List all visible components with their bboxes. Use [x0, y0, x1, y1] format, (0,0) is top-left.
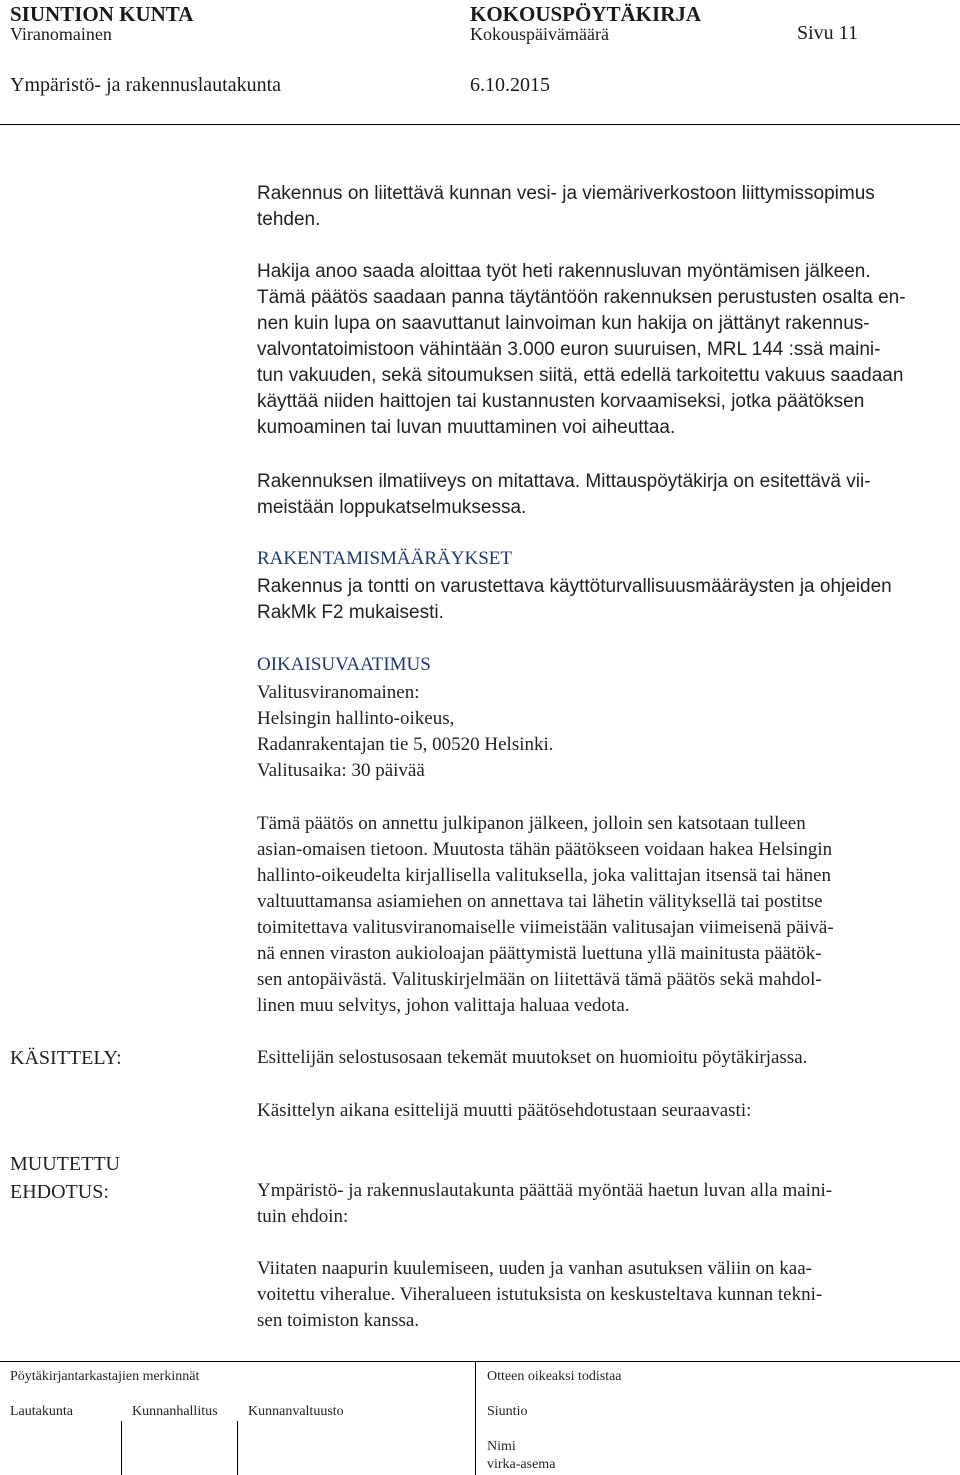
text-line: tehden.: [257, 209, 321, 230]
text-line: meistään loppukatselmuksessa.: [257, 497, 527, 518]
text-line: valtuuttamansa asiamiehen on annettava tai lähetin välityksellä tai postitse: [257, 891, 823, 912]
text-line: tun vakuuden, sekä sitoumuksen siitä, että edellä tarkoitettu vakuus saadaan: [257, 365, 904, 386]
text-line: käyttää niiden haittojen tai kustannusten korvaamiseksi, jotka päätöksen: [257, 391, 865, 412]
doc-type: KOKOUSPÖYTÄKIRJA: [470, 2, 702, 26]
text-line: Radanrakentajan tie 5, 00520 Helsinki.: [257, 734, 554, 755]
reviewer-notes-title: Pöytäkirjantarkastajien merkinnät: [10, 1369, 200, 1384]
footer-top-rule: [0, 1361, 960, 1362]
text-line: Valitusaika: 30 päivää: [257, 760, 425, 781]
paragraph-connection: [257, 181, 875, 233]
footer-municipal-board: Kunnanhallitus: [132, 1404, 218, 1419]
text-line: sen toimiston kanssa.: [257, 1310, 420, 1331]
footer-municipal-council: Kunnanvaltuusto: [248, 1404, 344, 1419]
text-line: Rakennus on liitettävä kunnan vesi- ja viemäriverkostoon liittymissopimus: [257, 183, 875, 204]
org-name: SIUNTION KUNTA: [10, 2, 194, 26]
text-line: nen kuin lupa on saavuttanut lainvoiman kun hakija on jättänyt rakennus-: [257, 313, 870, 334]
amended-proposal-label: [10, 1150, 120, 1206]
page-number: Sivu 11: [797, 22, 858, 44]
text-line: MUUTETTU: [10, 1153, 120, 1175]
text-line: linen muu selvitys, johon valittaja haluaa vedota.: [257, 995, 630, 1016]
paragraph-airtightness: [257, 469, 871, 521]
footer-divider: [475, 1361, 476, 1475]
footer-place: Siuntio: [487, 1404, 528, 1419]
text-line: Valitusviranomainen:: [257, 682, 420, 703]
footer-name: Nimi: [487, 1439, 516, 1454]
text-line: Rakennuksen ilmatiiveys on mitattava. Mittauspöytäkirja on esitettävä vii-: [257, 471, 871, 492]
text-line: hallinto-oikeudelta kirjallisella valituksella, joka valittajan itsensä tai hänen: [257, 865, 832, 886]
handling-text-2: Käsittelyn aikana esittelijä muutti päätösehdotustaan seuraavasti:: [257, 1100, 752, 1121]
footer-col-rule-1: [121, 1421, 122, 1475]
text-line: Helsingin hallinto-oikeus,: [257, 708, 455, 729]
building-regulations-heading: RAKENTAMISMÄÄRÄYKSET: [257, 548, 512, 569]
text-line: Rakennus ja tontti on varustettava käyttöturvallisuusmääräysten ja ohjeiden: [257, 576, 892, 597]
text-line: toimitettava valitusviranomaiselle viimeistään valitusajan viimeisenä päivä-: [257, 917, 834, 938]
handling-label: KÄSITTELY:: [10, 1047, 122, 1069]
header-rule: [0, 124, 960, 125]
appeal-authority-block: [257, 680, 554, 784]
text-line: Hakija anoo saada aloittaa työt heti rakennusluvan myöntämisen jälkeen.: [257, 261, 871, 282]
text-line: nä ennen viraston aukioloajan päättymistä luettuna yllä mainitusta päätök-: [257, 943, 822, 964]
paragraph-early-start: [257, 259, 906, 441]
paragraph-appeal-instructions: [257, 811, 834, 1019]
footer-board: Lautakunta: [10, 1404, 73, 1419]
text-line: sen antopäivästä. Valituskirjelmään on liitettävä tämä päätös sekä mahdol-: [257, 969, 822, 990]
certified-copy-title: Otteen oikeaksi todistaa: [487, 1369, 622, 1384]
meeting-date: 6.10.2015: [470, 74, 550, 96]
text-line: voitettu viheralue. Viheralueen istutuksista on keskusteltava kunnan tekni-: [257, 1284, 823, 1305]
text-line: valvontatoimistoon vähintään 3.000 euron suuruisen, MRL 144 :ssä maini-: [257, 339, 881, 360]
text-line: Tämä päätös saadaan panna täytäntöön rakennuksen perustusten osalta en-: [257, 287, 906, 308]
handling-text: Esittelijän selostusosaan tekemät muutokset on huomioitu pöytäkirjassa.: [257, 1047, 808, 1068]
text-line: RakMk F2 mukaisesti.: [257, 602, 444, 623]
text-line: kumoaminen tai luvan muuttaminen voi aiheuttaa.: [257, 417, 676, 438]
text-line: EHDOTUS:: [10, 1181, 109, 1203]
meeting-date-label: Kokouspäivämäärä: [470, 24, 609, 44]
rectification-heading: OIKAISUVAATIMUS: [257, 654, 431, 675]
authority-name: Ympäristö- ja rakennuslautakunta: [10, 74, 282, 96]
authority-label: Viranomainen: [10, 24, 112, 44]
amended-proposal-text: [257, 1178, 832, 1230]
text-line: Tämä päätös on annettu julkipanon jälkeen, jolloin sen katsotaan tulleen: [257, 813, 806, 834]
text-line: Viitaten naapurin kuulemiseen, uuden ja vanhan asutuksen väliin on kaa-: [257, 1258, 812, 1279]
footer-position: virka-asema: [487, 1457, 556, 1472]
paragraph-regulations: [257, 574, 892, 626]
text-line: tuin ehdoin:: [257, 1206, 349, 1227]
footer-col-rule-2: [237, 1421, 238, 1475]
paragraph-green-area: [257, 1256, 822, 1334]
text-line: Ympäristö- ja rakennuslautakunta päättää myöntää haetun luvan alla maini-: [257, 1180, 833, 1201]
text-line: asian-omaisen tietoon. Muutosta tähän päätökseen voidaan hakea Helsingin: [257, 839, 833, 860]
